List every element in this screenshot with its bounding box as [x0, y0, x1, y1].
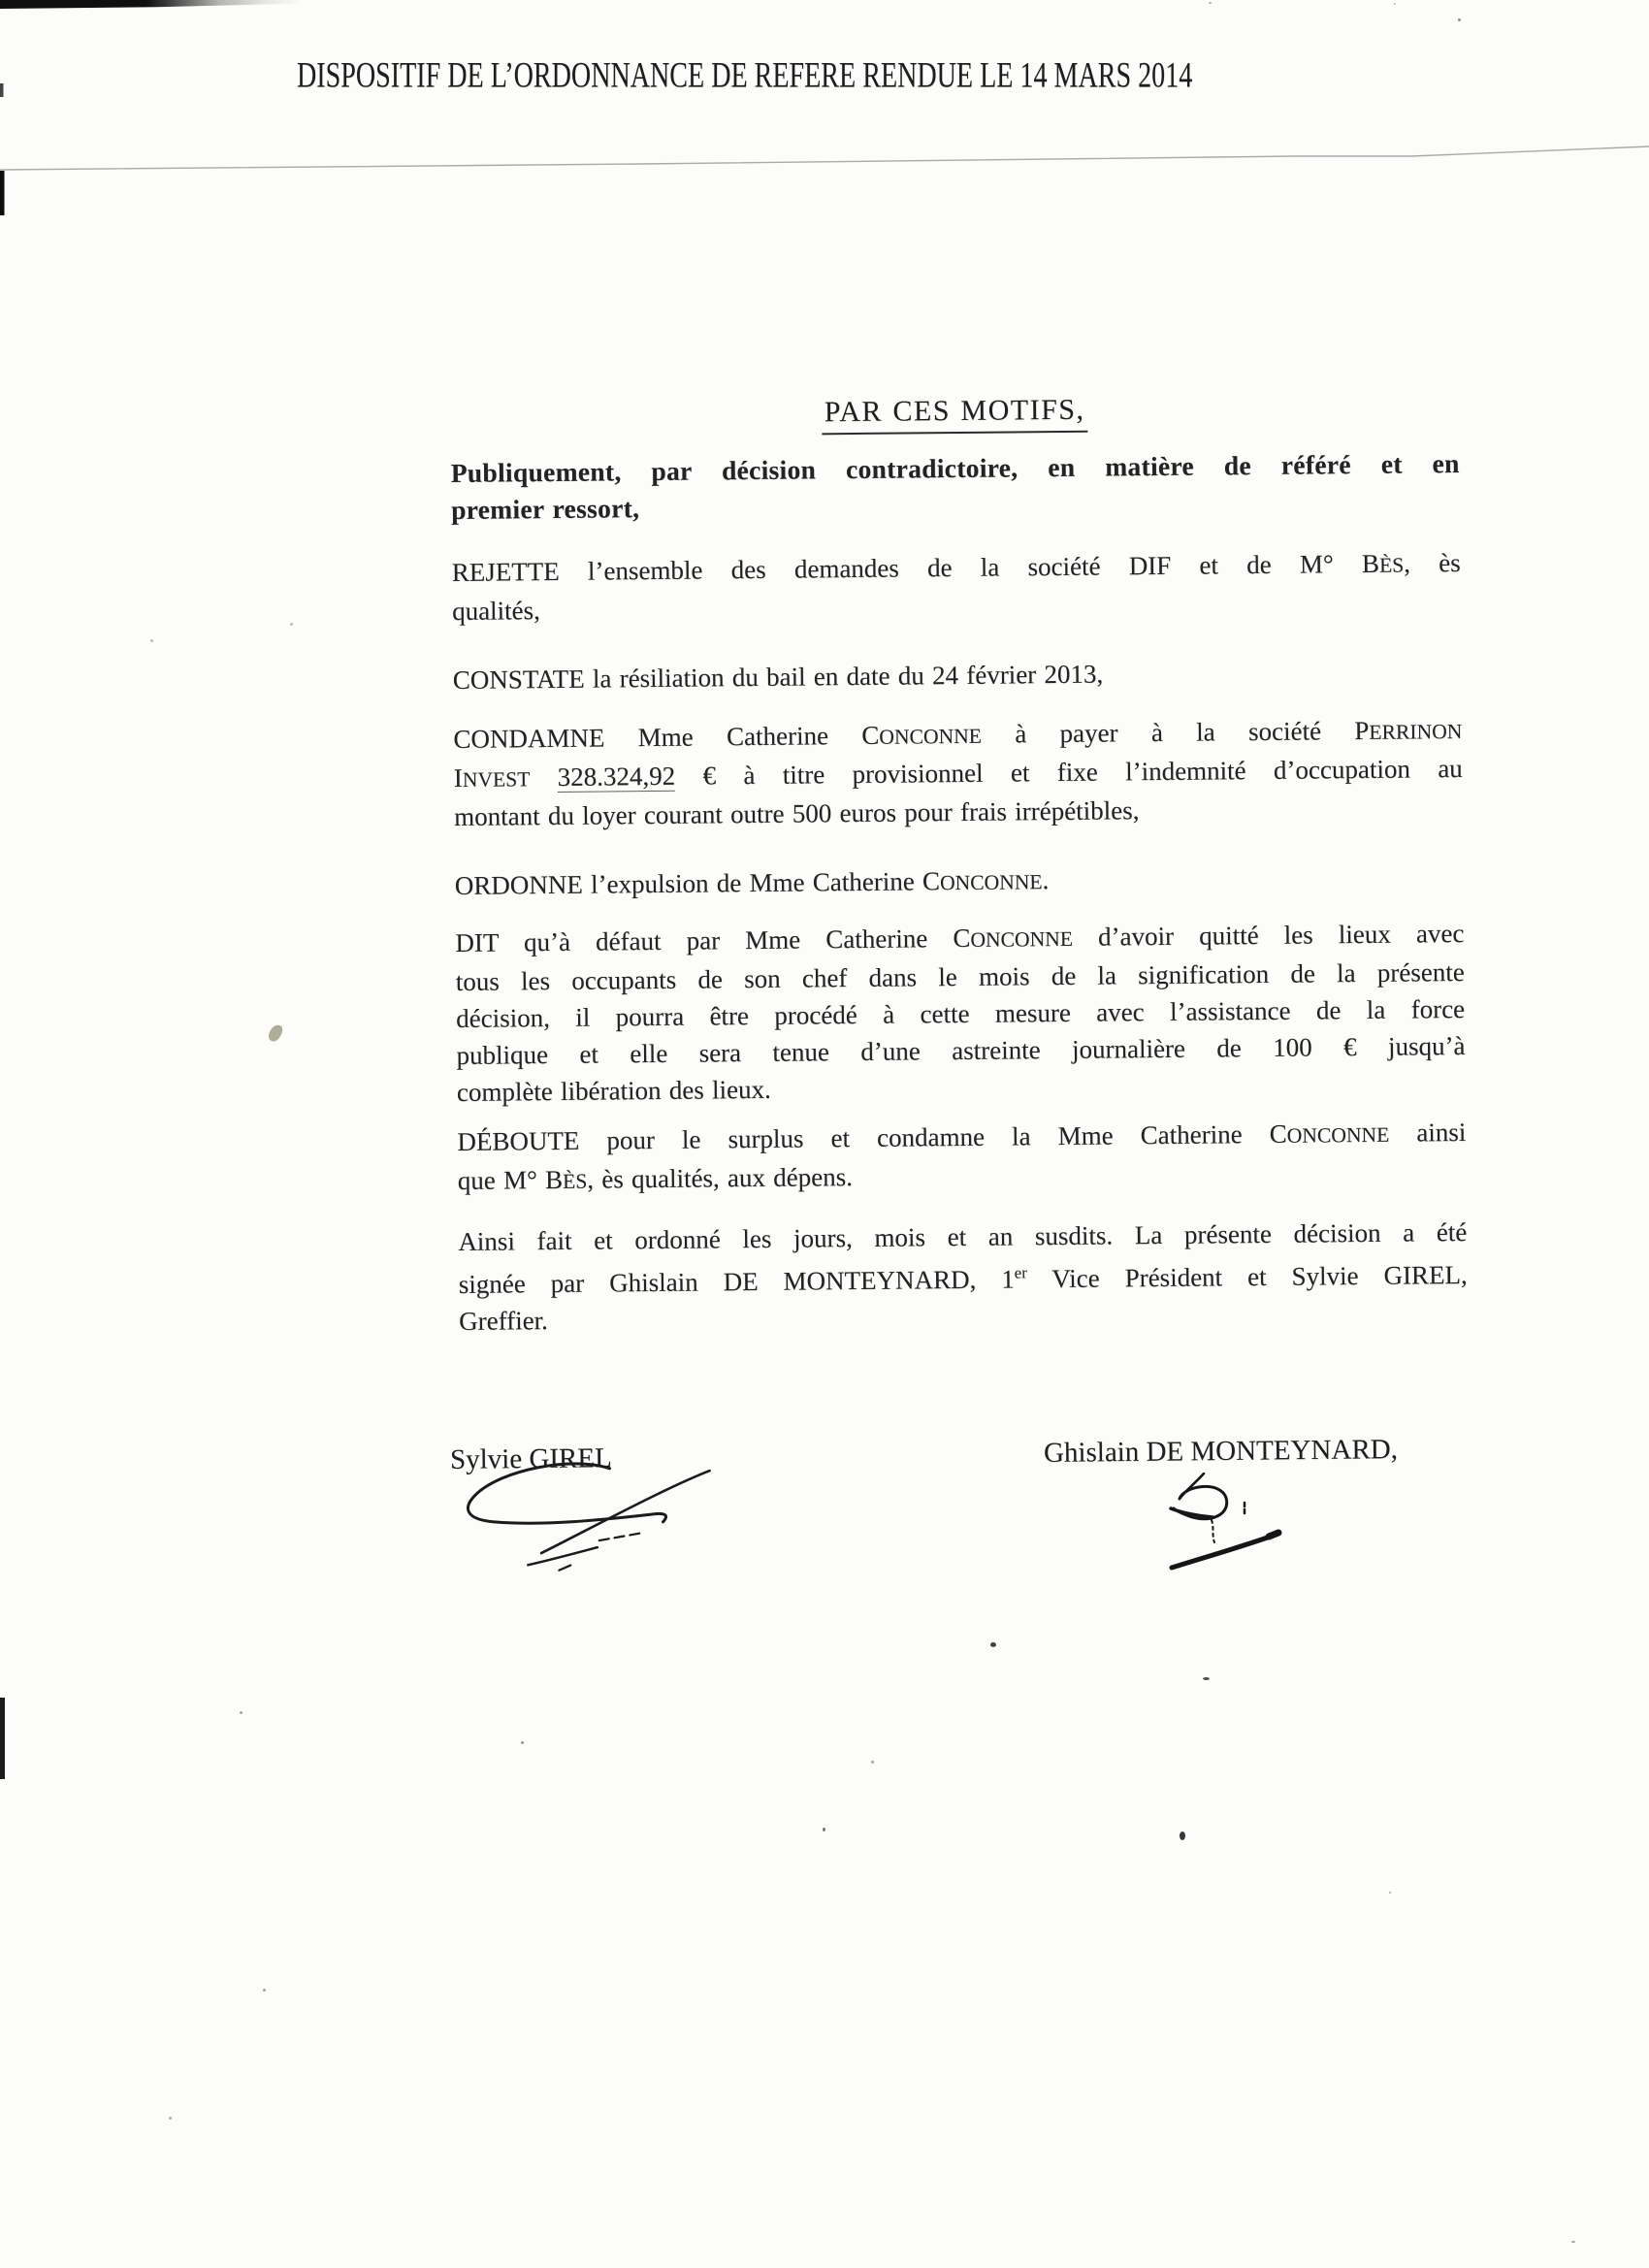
text-line: complète libération des lieux.	[456, 1074, 771, 1107]
ink-speck	[521, 1741, 524, 1744]
president-name: Ghislain DE MONTEYNARD,	[1043, 1434, 1399, 1469]
smudge-mark	[267, 1022, 284, 1043]
ink-speck	[990, 1642, 996, 1647]
text-line: DIT qu’à défaut par Mme Catherine CONCONNE d’avoir quitté les lieux avec	[455, 918, 1465, 957]
section-heading-text: PAR CES MOTIFS,	[822, 392, 1088, 436]
paragraph-ordonne	[455, 858, 1464, 906]
document-body	[450, 388, 1468, 1340]
text-line: premier ressort,	[450, 493, 640, 525]
ink-speck	[1389, 1892, 1391, 1894]
text-line: CONSTATE la résiliation du bail en date du 24 février 2013,	[452, 659, 1104, 695]
text-line: DÉBOUTE pour le surplus et condamne la Mme Catherine CONCONNE ainsi	[457, 1117, 1467, 1156]
paragraph-constate	[453, 652, 1462, 698]
ink-speck	[240, 1711, 242, 1714]
scan-artifact-top-bar	[0, 0, 303, 9]
ink-speck	[1394, 3, 1396, 5]
text-line: montant du loyer courant outre 500 euros pour frais irrépétibles,	[454, 795, 1140, 831]
paragraph-ainsi	[458, 1214, 1468, 1340]
document-title: DISPOSITIF DE L’ORDONNANCE DE REFERE RENDUE LE 14 MARS 2014	[297, 55, 1193, 95]
ink-speck	[290, 623, 293, 626]
text-line: que M° BÈS, ès qualités, aux dépens.	[457, 1162, 854, 1195]
ink-speck	[1571, 2241, 1575, 2243]
ink-speck	[263, 1989, 266, 1992]
text-line: tous les occupants de son chef dans le mois de la signification de la présente	[455, 956, 1465, 996]
text-line: Publiquement, par décision contradictoire, en matière de référé et en	[450, 448, 1460, 488]
paragraph-dit	[455, 915, 1466, 1111]
paragraph-deboute	[457, 1114, 1467, 1201]
text-line: Ainsi fait et ordonné les jours, mois et an susdits. La présente décision a été	[458, 1216, 1468, 1256]
text-line: Greffier.	[458, 1306, 548, 1336]
text-line: INVEST 328.324,92 € à titre provisionnel et fixe l’indemnité d’occupation au	[453, 753, 1463, 793]
text-line: décision, il pourra être procédé à cette mesure avec l’assistance de la force	[455, 993, 1466, 1033]
section-heading	[450, 388, 1459, 438]
text-line: REJETTE l’ensemble des demandes de la société DIF et de M° BÈS, ès	[451, 548, 1461, 587]
ink-speck	[1209, 2, 1212, 4]
paragraph-publiquement	[451, 445, 1461, 529]
text-line: qualités,	[451, 596, 540, 626]
paragraph-rejette	[452, 544, 1462, 630]
ink-speck	[1203, 1677, 1210, 1680]
paragraph-condamne	[453, 711, 1463, 835]
text-line: signée par Ghislain DE MONTEYNARD, 1er Vice Président et Sylvie GIREL,	[458, 1259, 1468, 1299]
ink-speck	[150, 639, 153, 642]
ink-speck	[1180, 1831, 1185, 1840]
ink-speck	[871, 1761, 874, 1764]
greffier-name: Sylvie GIREL	[449, 1442, 612, 1475]
monteynard-signature	[1094, 1473, 1385, 1667]
text-line: ORDONNE l’expulsion de Mme Catherine CONCONNE.	[454, 865, 1050, 900]
ink-speck	[169, 2117, 172, 2120]
ink-speck	[1458, 18, 1461, 21]
girel-signature	[425, 1450, 777, 1650]
text-line: publique et elle sera tenue d’une astreinte journalière de 100 € jusqu’à	[456, 1030, 1466, 1070]
ink-speck	[823, 1828, 825, 1831]
text-line: CONDAMNE Mme Catherine CONCONNE à payer à la société PERRINON	[453, 715, 1463, 754]
